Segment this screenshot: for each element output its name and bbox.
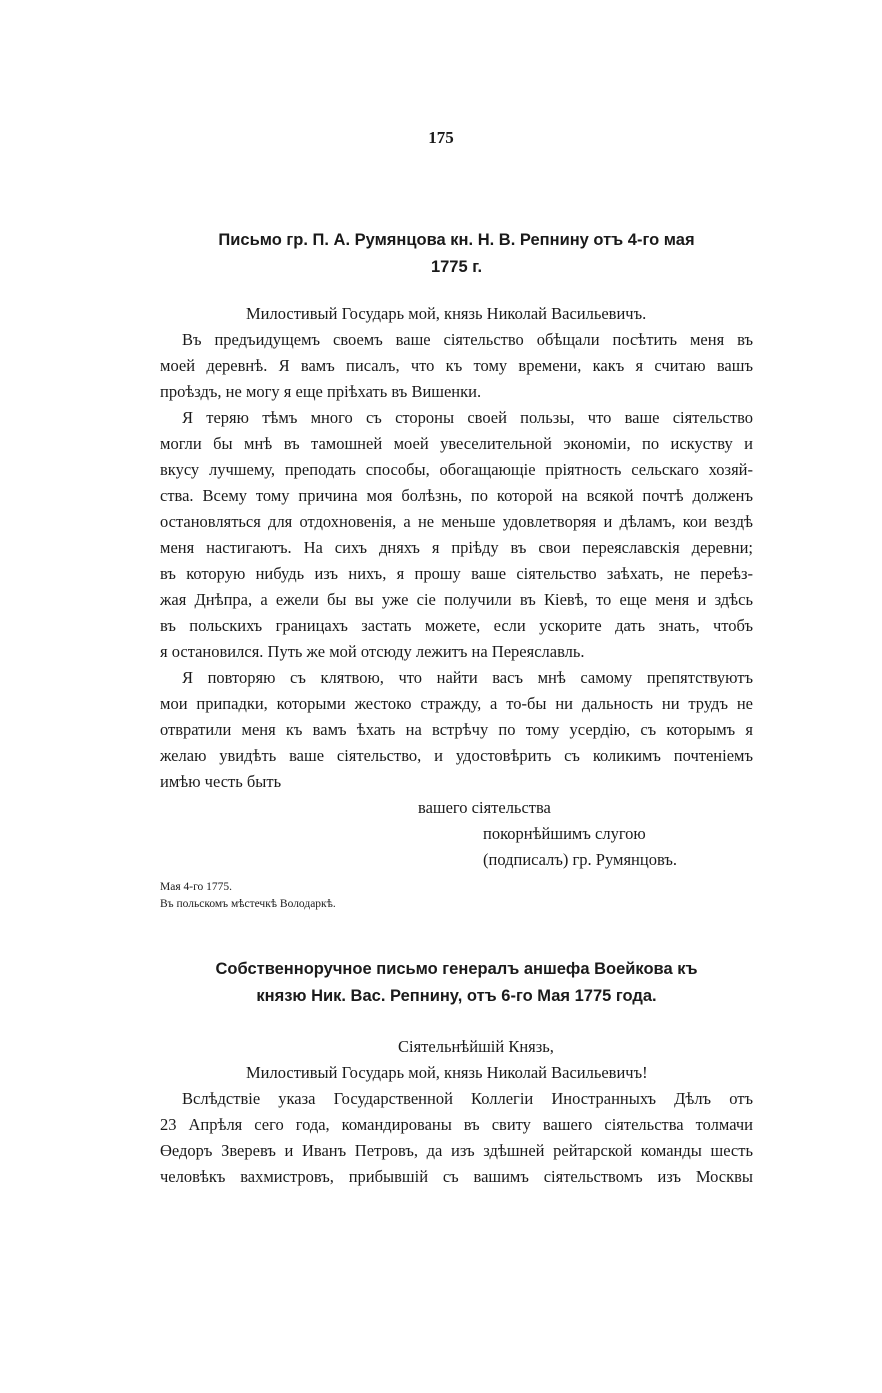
- text-line: жая Днѣпра, а ежели бы вы уже сiе получили въ Кiевѣ, то еще меня и здѣсь: [160, 590, 753, 609]
- text-line: моей деревнѣ. Я вамъ писалъ, что къ тому времени, какъ я считаю вашъ: [160, 356, 753, 375]
- title-line: Собственноручное письмо генералъ аншефа Воейкова къ: [215, 960, 698, 978]
- page-number: 175: [428, 128, 454, 147]
- text-line: Вслѣдствiе указа Государственной Коллегiи Иностранныхъ Дѣлъ отъ: [182, 1089, 753, 1108]
- text-line: я остановился. Путь же мой отсюду лежитъ на Переяславль.: [160, 642, 585, 661]
- salutation: Сiятельнѣйшiй Князь,: [398, 1037, 554, 1056]
- text-line: въ польскихъ границахъ застать можете, если ускорите дать знать, чтобъ: [160, 616, 753, 635]
- date-line: Мая 4-го 1775.: [160, 881, 233, 893]
- letter-1-body: [160, 301, 753, 913]
- text-line: Я теряю тѣмъ много съ стороны своей пользы, что ваше сiятельство: [182, 408, 753, 427]
- text-line: Өедоръ Зверевъ и Иванъ Петровъ, да изъ здѣшней рейтарской команды шесть: [160, 1141, 753, 1160]
- text-line: человѣкъ вахмистровъ, прибывшiй съ вашимъ сiятельствомъ изъ Москвы: [160, 1167, 753, 1186]
- text-line: остановляться для отдохновенiя, а не меньше удовлетворяя и дѣламъ, кои вездѣ: [160, 512, 753, 531]
- text-line: могли бы мнѣ въ тамошней моей увеселительной экономiи, по искуству и: [160, 434, 753, 453]
- text-line: 23 Апрѣля сего года, командированы въ свиту вашего сiятельства толмачи: [160, 1115, 753, 1134]
- letter-1: [160, 227, 753, 281]
- text-line: меня настигаютъ. На сихъ дняхъ я прiѣду въ свои переяславскiя деревни;: [160, 538, 753, 557]
- text-line: мои припадки, которыми жестоко стражду, а то-бы ни дальность ни трудъ не: [160, 694, 753, 713]
- text-line: желаю увидѣть ваше сiятельство, и удостовѣрить съ коликимъ почтенiемъ: [160, 746, 753, 765]
- text-line: Въ предъидущемъ своемъ ваше сiятельство обѣщали посѣтить меня въ: [182, 330, 753, 349]
- letter-2-body: [160, 1034, 753, 1190]
- letter-2: [160, 956, 753, 1010]
- text-line: Я повторяю съ клятвою, что найти васъ мнѣ самому препятствуютъ: [182, 668, 753, 687]
- title-line: князю Ник. Вас. Репнину, отъ 6-го Мая 1775 года.: [256, 987, 657, 1005]
- text-line: отвратили меня къ вамъ ѣхать на встрѣчу по тому усердiю, съ которымъ я: [160, 720, 753, 739]
- signature: (подписалъ) гр. Румянцовъ.: [483, 850, 677, 869]
- text-line: ства. Всему тому причина моя болѣзнь, по которой на всякой почтѣ долженъ: [160, 486, 753, 505]
- text-line: вкусу лучшему, преподать способы, обогащающiе прiятность сельскаго хозяй-: [160, 460, 753, 479]
- place-line: Въ польскомъ мѣстечкѣ Володаркѣ.: [160, 898, 336, 910]
- text-line: имѣю честь быть: [160, 772, 282, 791]
- title-line: 1775 г.: [430, 258, 483, 276]
- salutation: Милостивый Государь мой, князь Николай Васильевичъ.: [246, 304, 647, 323]
- closing-line: покорнѣйшимъ слугою: [483, 824, 646, 843]
- closing-line: вашего сiятельства: [418, 798, 551, 817]
- salutation: Милостивый Государь мой, князь Николай Васильевичъ!: [246, 1063, 648, 1082]
- title-line: Письмо гр. П. А. Румянцова кн. Н. В. Репнину отъ 4-го мая: [218, 231, 695, 249]
- letter-1-title: [160, 227, 753, 281]
- text-line: въ которую нибудь изъ нихъ, я прошу ваше сiятельство заѣхать, не переѣз-: [160, 564, 753, 583]
- text-line: проѣздъ, не могу я еще прiѣхать въ Вишенки.: [160, 382, 482, 401]
- letter-2-title: [160, 956, 753, 1010]
